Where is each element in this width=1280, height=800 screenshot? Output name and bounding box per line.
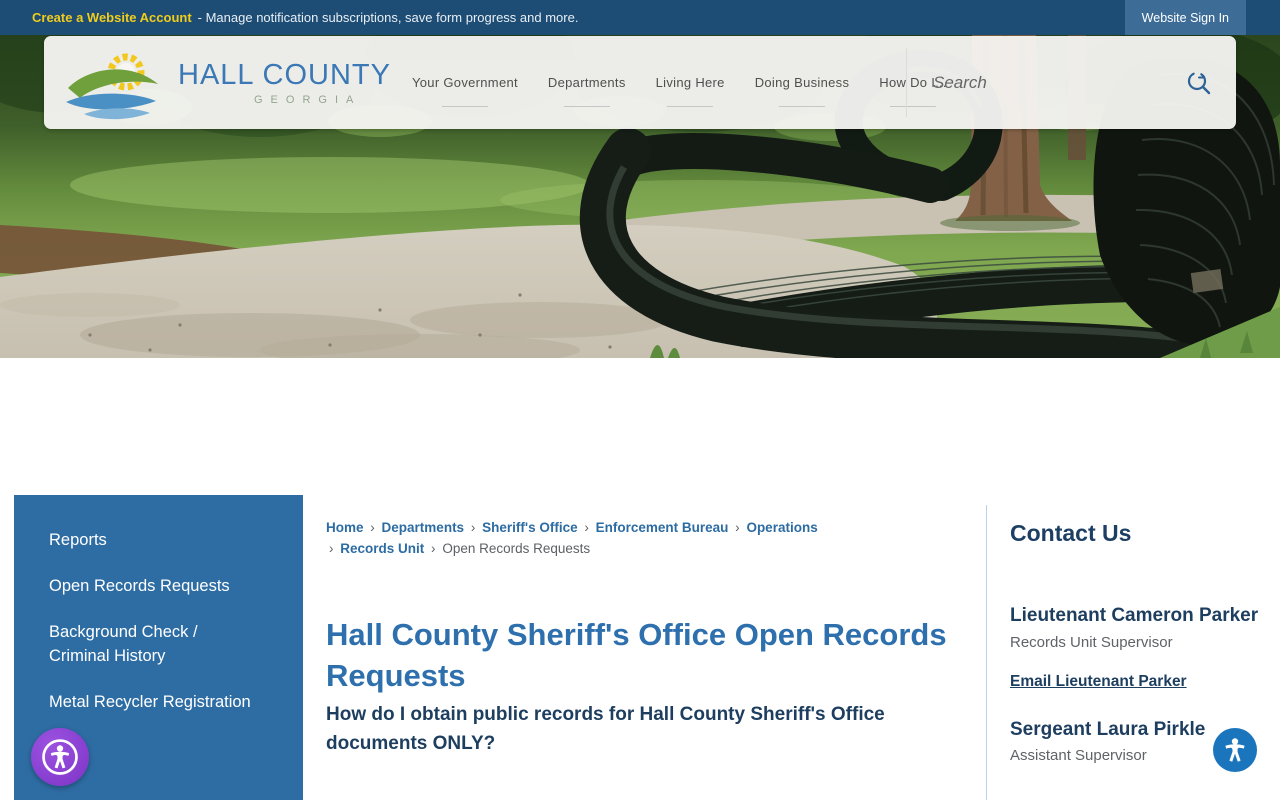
nav-item-living-here[interactable]: Living Here [655,75,725,90]
breadcrumb-separator: › [735,520,740,535]
breadcrumb-link-departments[interactable]: Departments [381,520,465,535]
nav-item-how-do-i[interactable]: How Do I... [879,75,947,90]
breadcrumb-link-records-unit[interactable]: Records Unit [340,540,425,556]
logo-title: HALL COUNTY [178,58,391,91]
content-divider [986,505,987,800]
search-zone [906,48,1236,117]
contact-person-name: Sergeant Laura Pirkle [1010,718,1206,740]
topbar-tagline: - Manage notification subscriptions, save form progress and more. [197,10,579,25]
topbar [0,0,1280,35]
site-logo[interactable] [60,44,391,120]
page-title: Hall County Sheriff's Office Open Records Requests [326,616,947,693]
logo-subtitle: GEORGIA [254,93,362,106]
breadcrumb-link-sheriffs-office[interactable]: Sheriff's Office [482,520,578,535]
sidebar-item-open-records-requests[interactable]: Open Records Requests [49,576,230,595]
breadcrumb-separator: › [431,540,436,556]
contact-person-role: Records Unit Supervisor [1010,633,1173,651]
accessibility-widget-button-right[interactable] [1213,728,1257,772]
breadcrumb-separator: › [470,520,476,535]
nav-item-your-government[interactable]: Your Government [412,75,518,90]
sidebar-item-metal-recycler[interactable]: Metal Recycler Registration [49,693,251,711]
sidebar-item-background-check[interactable]: Background Check / Criminal History [49,622,198,666]
search-icon [1185,69,1212,96]
email-lieutenant-parker-link[interactable]: Email Lieutenant Parker [1010,672,1187,690]
main-navigation [412,36,947,129]
search-input[interactable] [931,72,1185,94]
breadcrumb-current-page: Open Records Requests [442,540,591,556]
logo-text [178,59,391,106]
accessibility-widget-button-left[interactable] [31,728,89,786]
website-signin-button[interactable]: Website Sign In [1125,0,1246,35]
site-header [44,36,1236,129]
page-question-heading: How do I obtain public records for Hall County Sheriff's Office documents ONLY? [326,704,885,755]
contact-person-name: Lieutenant Cameron Parker [1010,605,1259,626]
breadcrumb-link-enforcement-bureau[interactable]: Enforcement Bureau [595,520,729,535]
breadcrumb-separator: › [329,540,334,556]
accessibility-person-icon [41,738,79,776]
nav-item-doing-business[interactable]: Doing Business [754,75,850,90]
breadcrumb-link-operations[interactable]: Operations [746,520,818,535]
contact-person-role: Assistant Supervisor [1010,747,1147,765]
breadcrumb [326,518,874,560]
breadcrumb-link-home[interactable]: Home [326,520,364,535]
contact-person [1010,603,1266,691]
create-account-link[interactable]: Create a Website Account [32,10,192,25]
contact-us-heading: Contact Us [1010,520,1132,546]
breadcrumb-separator: › [370,520,375,535]
hall-county-logo-icon [60,44,172,120]
accessibility-person-icon [1219,733,1251,767]
sidebar-item-reports[interactable]: Reports [49,531,107,549]
nav-item-departments[interactable]: Departments [547,75,626,90]
search-button[interactable] [1185,69,1212,96]
breadcrumb-separator: › [584,520,589,535]
contact-us-panel [1010,520,1266,764]
